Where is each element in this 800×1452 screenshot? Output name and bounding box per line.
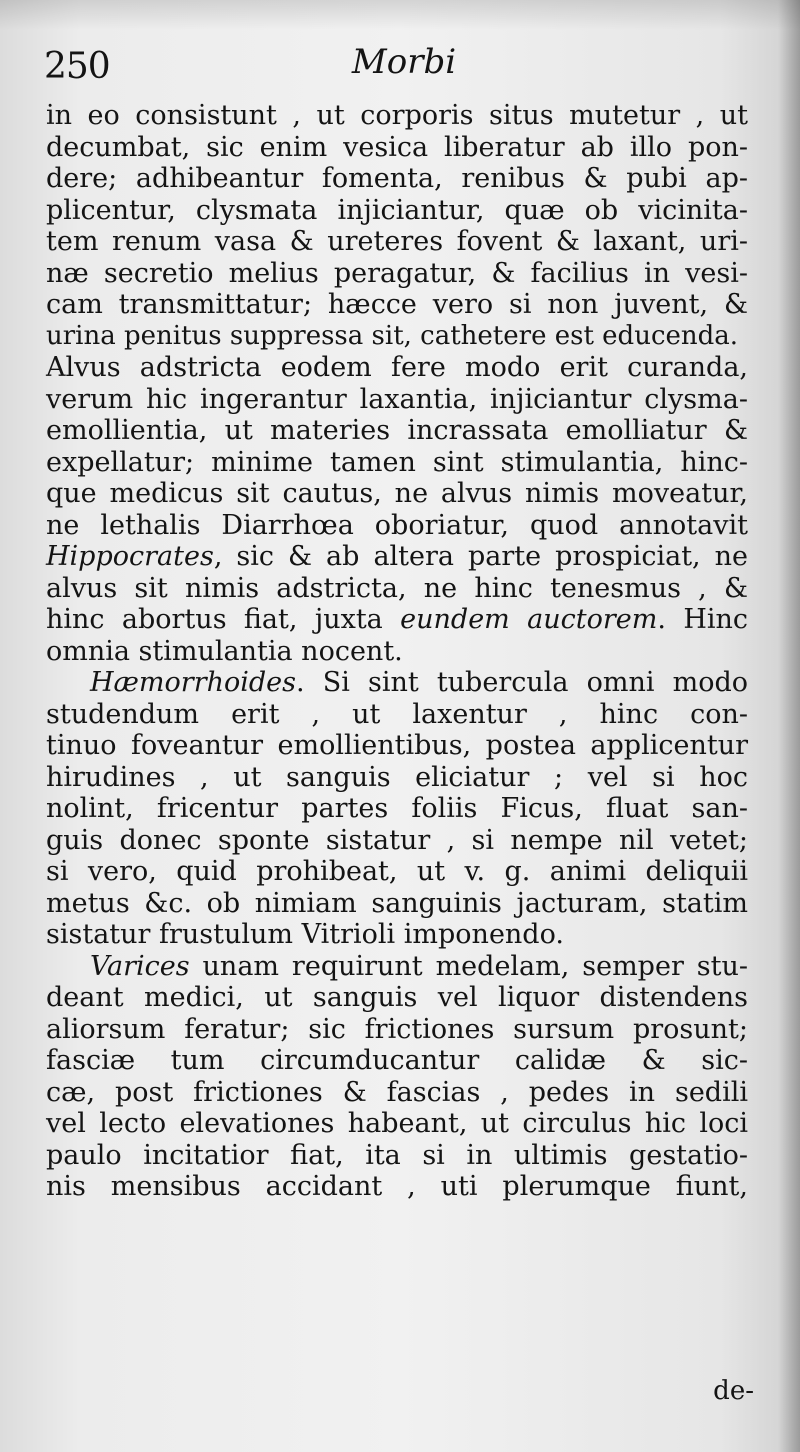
text-run: urina penitus suppressa sit, cathetere est educenda.	[46, 320, 739, 351]
text-run: cam transmittatur; hæcce vero si non juvent, &	[46, 289, 748, 320]
text-run: aliorsum feratur; sic frictiones sursum prosunt;	[46, 1013, 748, 1045]
running-head: Morbi	[351, 42, 457, 82]
text-run: unam requirunt medelam, semper stu-	[189, 950, 748, 982]
text-run: guis donec sponte sistatur , si nempe nil vetet;	[46, 824, 748, 856]
text-line	[46, 1140, 748, 1172]
text-run: sistatur frustulum Vitrioli imponendo.	[46, 919, 564, 950]
text-line	[46, 163, 748, 195]
text-run: studendum erit , ut laxentur , hinc con-	[46, 698, 748, 730]
text-run: in eo consistunt , ut corporis situs mutetur , ut	[46, 100, 748, 131]
text-run: Alvus adstricta eodem fere modo erit curanda,	[46, 352, 748, 383]
text-line	[46, 321, 748, 353]
italic-text: Hippocrates	[46, 541, 214, 572]
text-line	[46, 951, 748, 983]
text-line	[46, 982, 748, 1014]
text-run: emollientia, ut materies incrassata emolliatur &	[46, 415, 748, 446]
text-run: tinuo foveantur emollientibus, postea applicentur	[46, 730, 748, 761]
text-run: cæ, post frictiones & fascias , pedes in sedili	[46, 1076, 748, 1108]
text-line	[46, 699, 748, 731]
text-line	[46, 1077, 748, 1109]
text-line	[46, 825, 748, 857]
text-run: paulo incitatior fiat, ita si in ultimis gestatio-	[46, 1139, 748, 1171]
page-header	[44, 40, 744, 100]
text-run: plicentur, clysmata injiciantur, quæ ob vicinita-	[46, 194, 748, 226]
text-line	[46, 289, 748, 321]
page-binding-shadow	[778, 0, 800, 1452]
text-line	[46, 100, 748, 132]
text-run: hirudines , ut sanguis eliciatur ; vel si hoc	[46, 761, 748, 793]
text-line	[46, 636, 748, 668]
text-run: nis mensibus accidant , uti plerumque fiunt,	[46, 1171, 748, 1202]
text-run: vel lecto elevationes habeant, ut circulus hic loci	[46, 1108, 748, 1139]
text-run: tem renum vasa & ureteres fovent & laxant, uri-	[46, 226, 748, 257]
text-line	[46, 510, 748, 542]
text-run: hinc abortus fiat, juxta	[46, 604, 401, 635]
text-line	[46, 447, 748, 479]
text-line	[46, 888, 748, 920]
italic-text: Varices	[90, 950, 190, 982]
text-run: metus &c. ob nimiam sanguinis jacturam, statim	[46, 887, 748, 919]
text-line	[46, 195, 748, 227]
text-run: decumbat, sic enim vesica liberatur ab illo pon-	[46, 131, 748, 163]
text-run: si vero, quid prohibeat, ut v. g. animi deliquii	[46, 856, 748, 887]
body-text	[46, 100, 748, 1203]
text-run: expellatur; minime tamen sint stimulantia, hinc-	[46, 446, 748, 478]
text-line	[46, 1171, 748, 1203]
text-run: næ secretio melius peragatur, & facilius in vesi-	[46, 257, 748, 289]
italic-text: Hæmorrhoides	[90, 667, 296, 698]
text-line	[46, 478, 748, 510]
text-run: , sic & ab altera parte prospiciat, ne	[213, 541, 748, 572]
text-line	[46, 667, 748, 699]
text-line	[46, 415, 748, 447]
text-line	[46, 1014, 748, 1046]
page-number: 250	[44, 46, 110, 87]
text-line	[46, 132, 748, 164]
catchword: de-	[713, 1376, 754, 1406]
text-run: nolint, fricentur partes foliis Ficus, fluat san-	[46, 793, 748, 824]
text-line	[46, 352, 748, 384]
text-run: dere; adhibeantur fomenta, renibus & pubi ap-	[46, 163, 748, 194]
page-top-shadow	[0, 0, 800, 30]
text-line	[46, 1045, 748, 1077]
text-run: verum hic ingerantur laxantia, injiciantur clysma-	[46, 383, 748, 415]
text-line	[46, 856, 748, 888]
text-line	[46, 226, 748, 258]
text-run: alvus sit nimis adstricta, ne hinc tenesmus , &	[46, 572, 748, 604]
text-line	[46, 384, 748, 416]
text-run: que medicus sit cautus, ne alvus nimis moveatur,	[46, 478, 748, 509]
text-line	[46, 604, 748, 636]
text-run: ne lethalis Diarrhœa oboriatur, quod annotavit	[46, 509, 748, 541]
text-line	[46, 573, 748, 605]
text-line	[46, 541, 748, 573]
text-line	[46, 919, 748, 951]
text-line	[46, 1108, 748, 1140]
text-line	[46, 762, 748, 794]
text-run: fasciæ tum circumducantur calidæ & sic-	[46, 1045, 748, 1076]
italic-text: eundem auctorem	[400, 604, 658, 635]
text-line	[46, 730, 748, 762]
text-run: . Hinc	[657, 604, 749, 635]
text-line	[46, 258, 748, 290]
text-run: omnia stimulantia nocent.	[46, 635, 403, 667]
text-line	[46, 793, 748, 825]
text-run: . Si sint tubercula omni modo	[296, 667, 748, 698]
text-run: deant medici, ut sanguis vel liquor distendens	[46, 982, 748, 1013]
